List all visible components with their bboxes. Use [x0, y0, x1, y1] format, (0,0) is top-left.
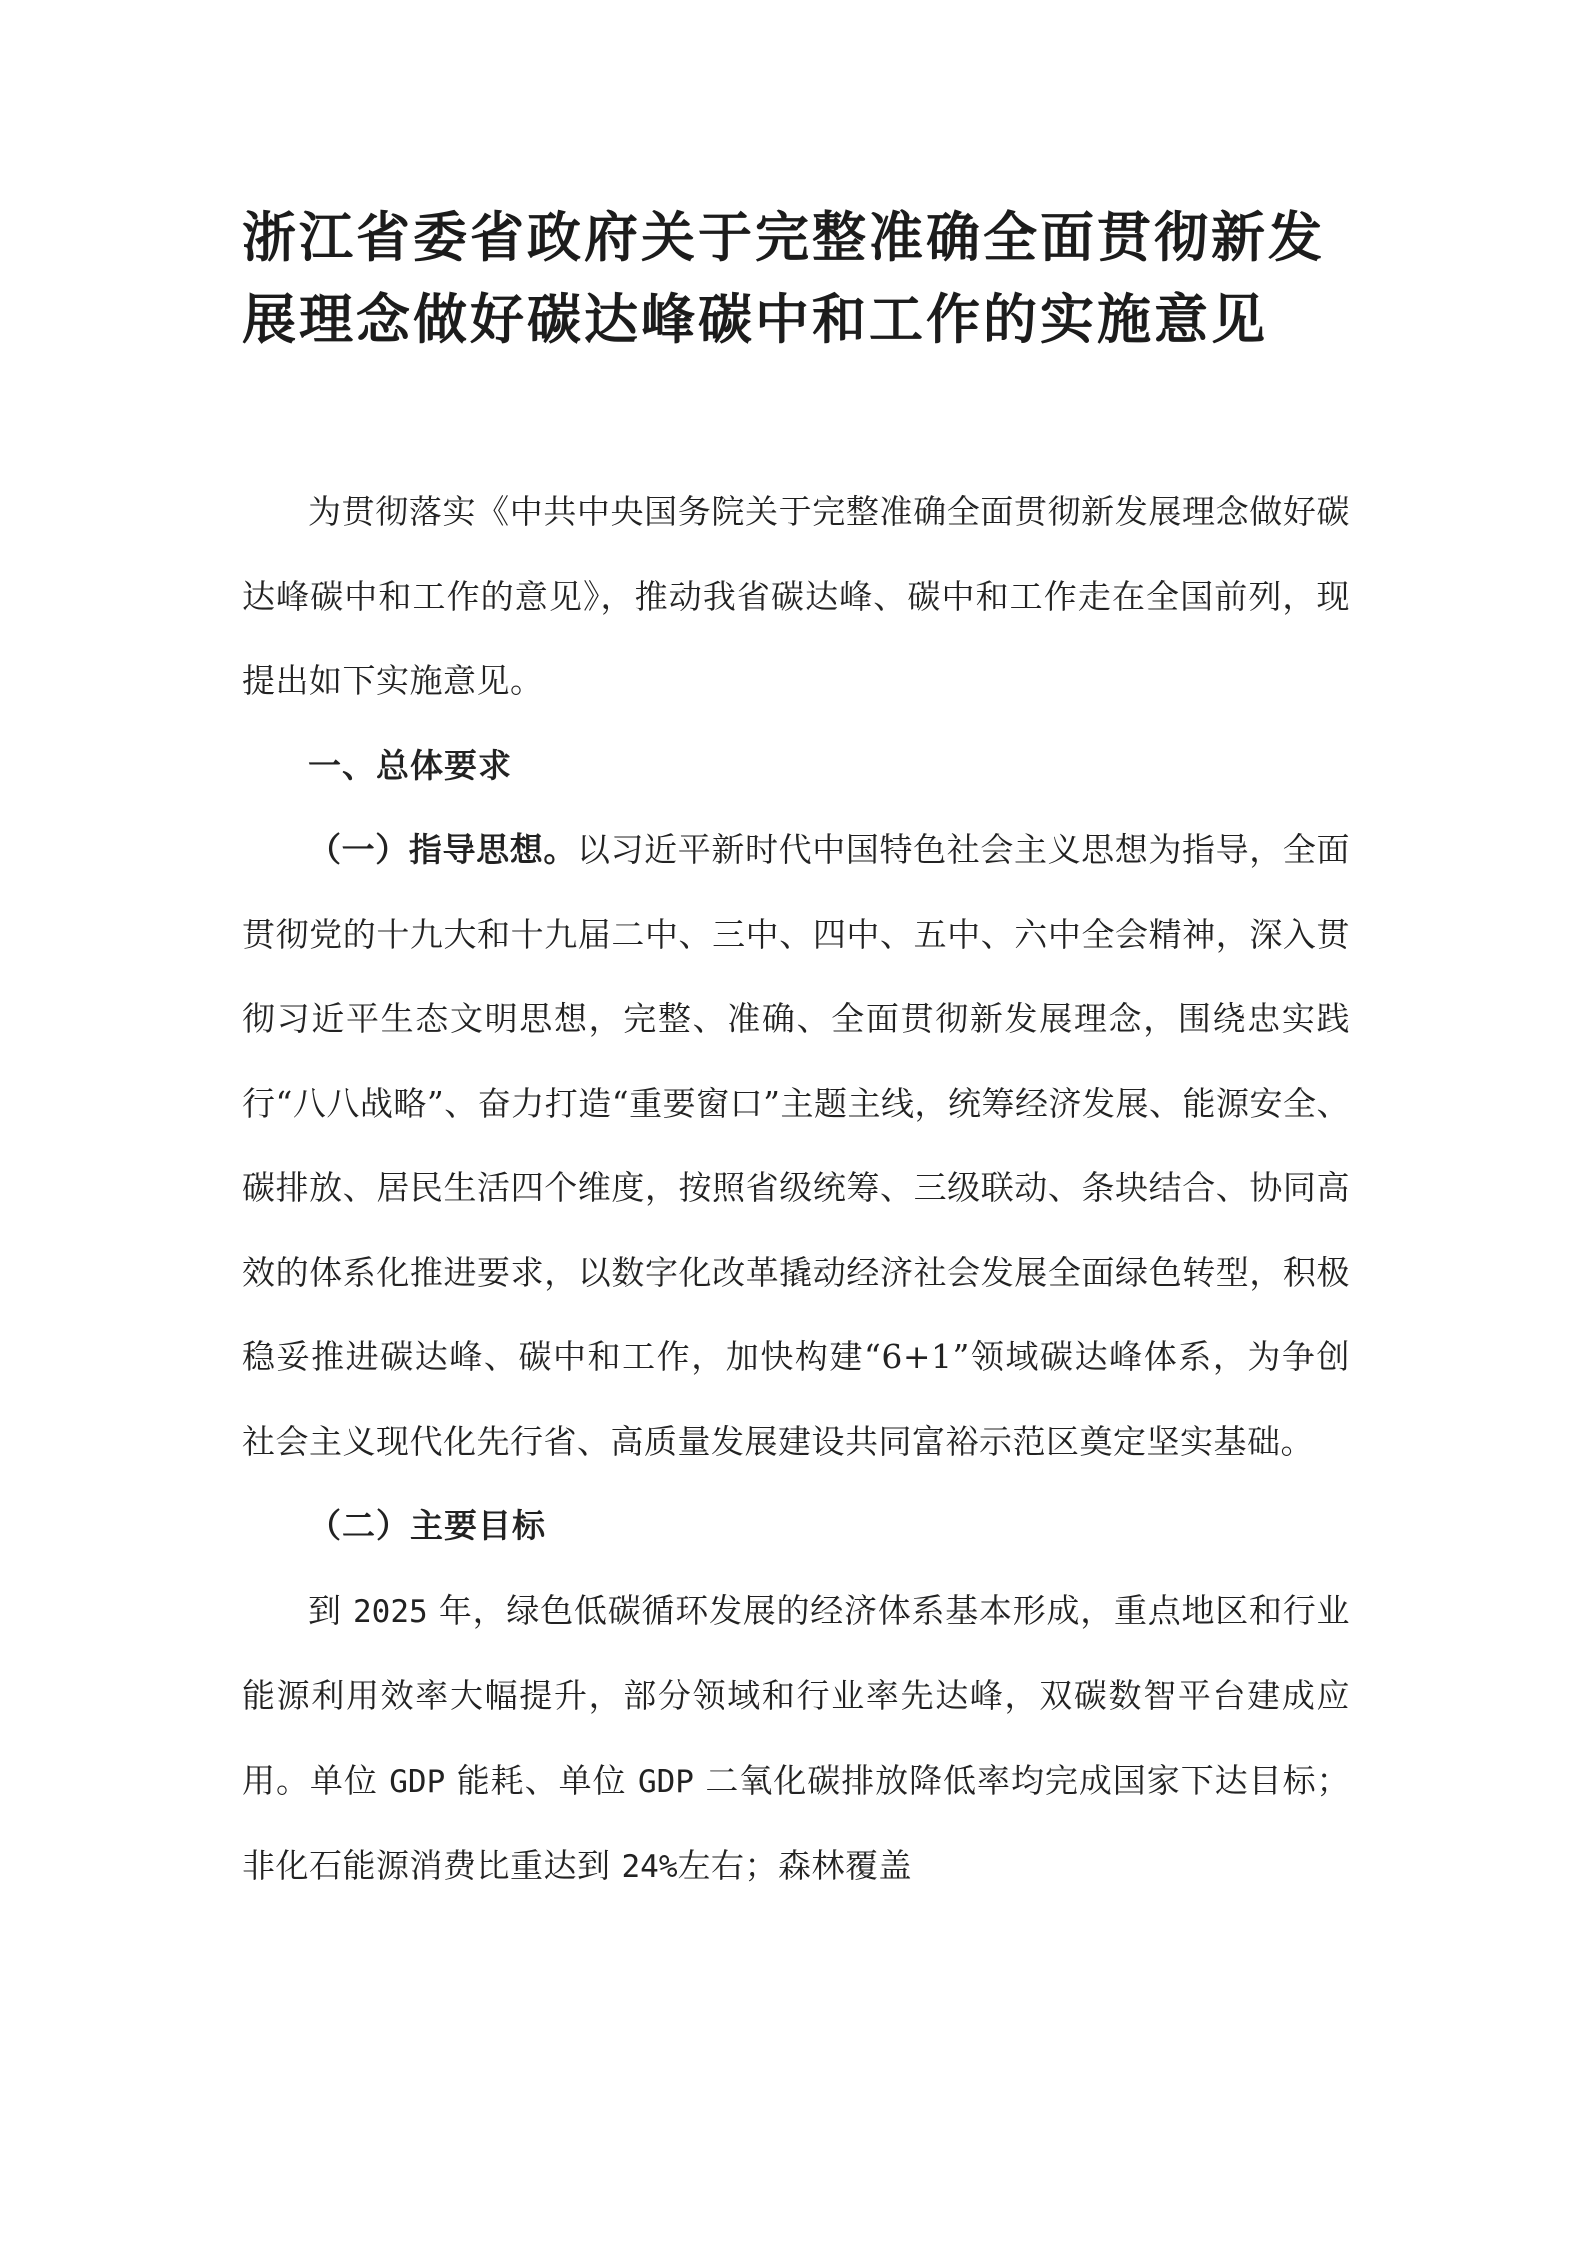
goals-gdp-1: GDP — [389, 1763, 446, 1800]
guiding-ideology-paragraph — [242, 808, 1350, 1484]
goals-gdp-2: GDP — [637, 1763, 694, 1800]
document-body — [242, 470, 1350, 1910]
goals-year: 2025 — [353, 1593, 428, 1630]
document-title: 浙江省委省政府关于完整准确全面贯彻新发展理念做好碳达峰碳中和工作的实施意见 — [242, 205, 1325, 351]
intro-paragraph: 为贯彻落实《中共中央国务院关于完整准确全面贯彻新发展理念做好碳达峰碳中和工作的意见》，推动我省碳达峰、碳中和工作走在全国前列，现提出如下实施意见。 — [242, 492, 1350, 700]
goals-text-1: 到 — [308, 1590, 342, 1630]
subsection-2-heading: （二）主要目标 — [308, 1506, 546, 1545]
goals-text-4: 二氧化碳排放降低率均完成国家下达目标；非化石能源消费比重达到 — [242, 1760, 1351, 1885]
goals-text-3: 能耗、单位 — [456, 1760, 627, 1800]
subsection-1-label: （一）指导思想。 — [308, 830, 577, 869]
goals-text-5: 左右；森林覆盖 — [677, 1846, 912, 1885]
goals-text-2: 年，绿色低碳循环发展的经济体系基本形成，重点地区和行业能源利用效率大幅提升，部分领域和行业率先达峰，双碳数智平台建成应用。单位 — [242, 1590, 1351, 1800]
goals-percent: 24% — [621, 1849, 678, 1885]
subsection-1-text: 以习近平新时代中国特色社会主义思想为指导，全面贯彻党的十九大和十九届二中、三中、四中、五中、六中全会精神，深入贯彻习近平生态文明思想，完整、准确、全面贯彻新发展理念，围绕忠实践行“八八战略”、奋力打造“重要窗口”主题主线，统筹经济发展、能源安全、碳排放、居民生活四个维度，按照省级统筹、三级联动、条块结合、协同高效的体系化推进要求，以数字化改革撬动经济社会发展全面绿色转型，积极稳妥推进碳达峰、碳中和工作，加快构建“6+1”领域碳达峰体系，为争创社会主义现代化先行省、高质量发展建设共同富裕示范区奠定坚实基础。 — [242, 830, 1351, 1461]
main-goals-paragraph — [242, 1569, 1350, 1910]
section-1-heading: 一、总体要求 — [308, 745, 512, 785]
